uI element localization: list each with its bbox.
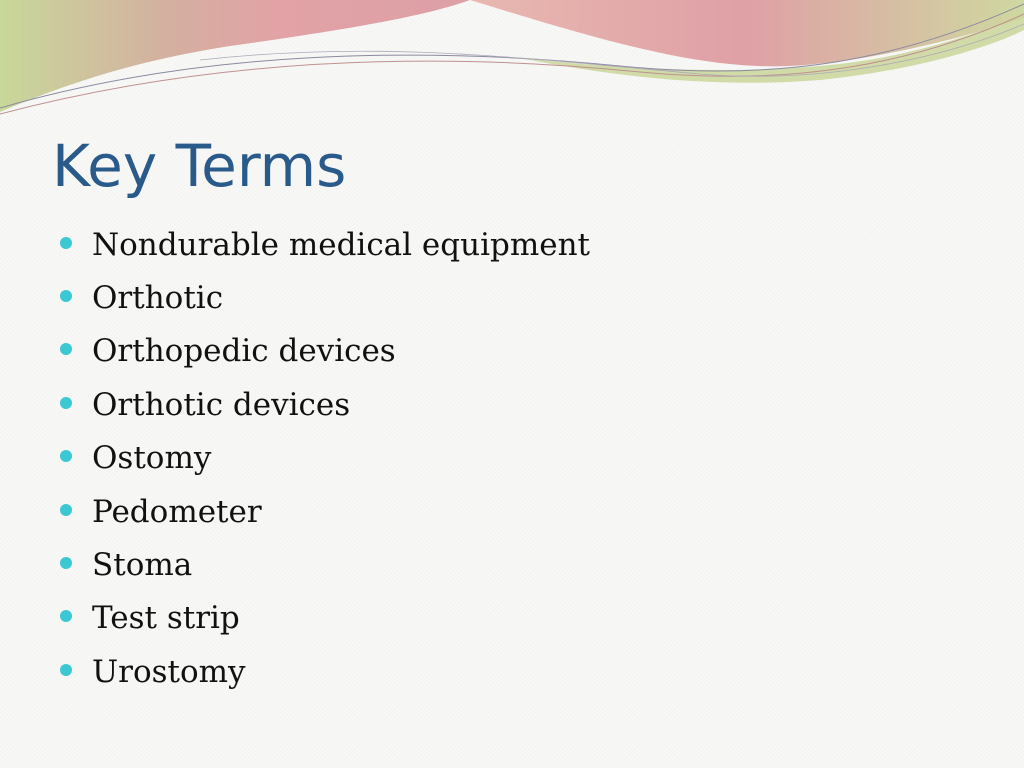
list-item	[60, 538, 590, 591]
bullet-icon	[60, 290, 72, 302]
key-terms-list	[60, 218, 590, 699]
list-item-text: Stoma	[92, 547, 193, 584]
list-item-text: Nondurable medical equipment	[92, 226, 591, 263]
list-item	[60, 592, 590, 645]
bullet-icon	[60, 610, 72, 622]
list-item	[60, 271, 590, 324]
bullet-icon	[60, 237, 72, 249]
bullet-icon	[60, 557, 72, 569]
bullet-icon	[60, 397, 72, 409]
bullet-icon	[60, 450, 72, 462]
list-item	[60, 645, 590, 698]
list-item-text: Pedometer	[92, 493, 262, 530]
bullet-icon	[60, 504, 72, 516]
list-item-text: Orthopedic devices	[92, 333, 396, 370]
list-item	[60, 378, 590, 431]
list-item-text: Ostomy	[92, 440, 212, 477]
list-item-text: Urostomy	[92, 653, 246, 690]
list-item	[60, 432, 590, 485]
list-item-text: Test strip	[92, 600, 240, 637]
list-item	[60, 325, 590, 378]
slide-title: Key Terms	[52, 132, 347, 200]
list-item-text: Orthotic	[92, 280, 224, 317]
list-item	[60, 485, 590, 538]
list-item-text: Orthotic devices	[92, 386, 351, 423]
list-item	[60, 218, 590, 271]
wave-band-left	[0, 0, 470, 112]
bullet-icon	[60, 343, 72, 355]
decorative-wave-banner	[0, 0, 1024, 130]
bullet-icon	[60, 664, 72, 676]
